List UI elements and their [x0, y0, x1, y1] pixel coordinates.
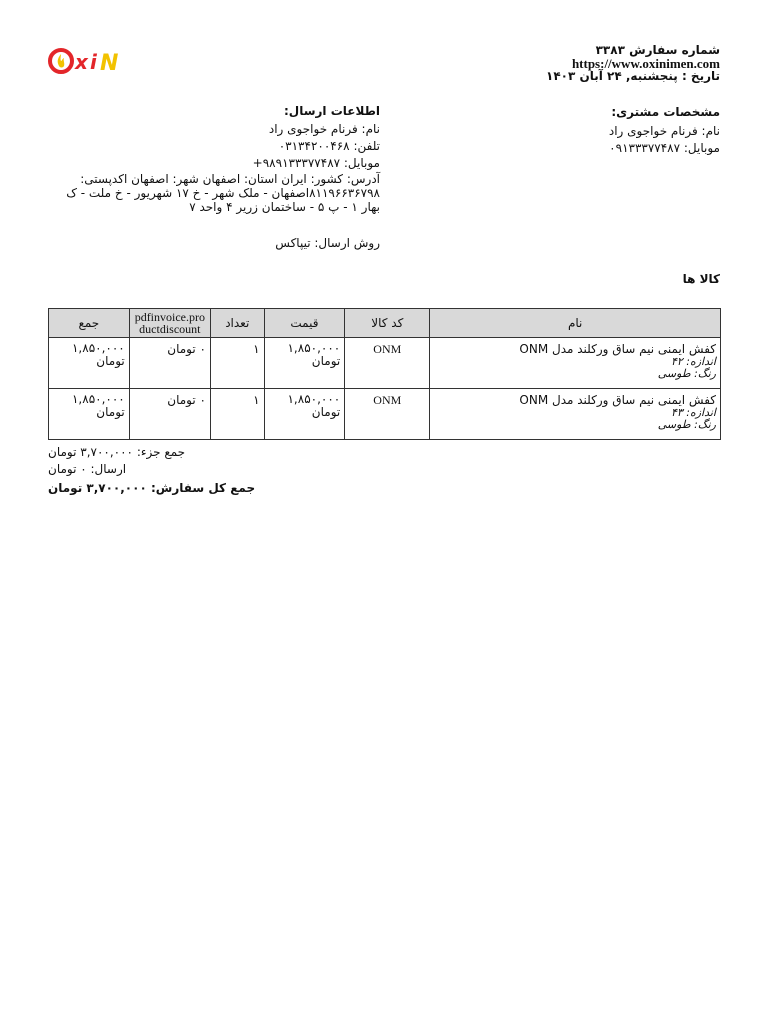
item-name: کفش ایمنی نیم ساق ورکلند مدل ONM: [519, 393, 716, 407]
site-url[interactable]: https://www.oxinimen.com: [571, 56, 720, 71]
customer-name: نام: فرنام خواجوی راد: [608, 124, 720, 138]
header-discount: pdfinvoice.productdiscount: [129, 309, 210, 338]
order-header: [546, 44, 720, 83]
svg-text:i: i: [90, 50, 97, 74]
customer-mobile: موبایل: ۰۹۱۳۳۳۷۷۴۸۷: [609, 141, 720, 155]
shipping-method: روش ارسال: تیپاکس: [275, 236, 380, 250]
items-title: کالا ها: [682, 272, 720, 286]
item-size: اندازه: ۴۲: [670, 355, 716, 368]
item-total: ۱,۸۵۰,۰۰۰ تومان: [49, 338, 130, 389]
item-color: رنگ: طوسی: [657, 418, 716, 431]
item-discount: ۰ تومان: [129, 338, 210, 389]
header-qty: تعداد: [210, 309, 264, 338]
item-discount: ۰ تومان: [129, 389, 210, 440]
table-row: [49, 389, 721, 440]
shipping-mobile: موبایل: ۹۸۹۱۳۳۳۷۷۴۸۷+: [252, 156, 380, 170]
item-size: اندازه: ۴۳: [670, 406, 716, 419]
shipping-name: نام: فرنام خواجوی راد: [268, 122, 380, 136]
item-price: ۱,۸۵۰,۰۰۰ تومان: [264, 338, 345, 389]
header-total: جمع: [49, 309, 130, 338]
items-table: [48, 308, 721, 440]
shipping-phone: تلفن: ۰۳۱۳۴۲۰۰۴۶۸: [278, 139, 380, 153]
item-code: ONM: [345, 389, 430, 440]
shipping-info: [50, 104, 380, 251]
item-name-cell: [430, 338, 721, 389]
oxin-logo-icon: [48, 46, 136, 76]
item-name: کفش ایمنی نیم ساق ورکلند مدل ONM: [519, 342, 716, 356]
table-row: [49, 338, 721, 389]
svg-text:N: N: [100, 51, 119, 76]
svg-text:x: x: [75, 50, 88, 74]
shipping-cost: ارسال: ۰ تومان: [48, 462, 127, 476]
subtotal: جمع جزء: ۳,۷۰۰,۰۰۰ تومان: [48, 445, 186, 459]
item-price: ۱,۸۵۰,۰۰۰ تومان: [264, 389, 345, 440]
header-code: کد کالا: [345, 309, 430, 338]
header-name: نام: [430, 309, 721, 338]
order-number: شماره سفارش ۳۳۸۳: [595, 43, 720, 57]
order-date: تاریخ : پنجشنبه, ۲۴ آبان ۱۴۰۳: [546, 69, 720, 83]
brand-logo: [48, 46, 136, 76]
item-total: ۱,۸۵۰,۰۰۰ تومان: [49, 389, 130, 440]
shipping-title: اطلاعات ارسال:: [283, 104, 380, 118]
order-totals: [48, 444, 255, 497]
item-name-cell: [430, 389, 721, 440]
item-color: رنگ: طوسی: [657, 367, 716, 380]
customer-info: [520, 104, 720, 157]
item-code: ONM: [345, 338, 430, 389]
customer-title: مشخصات مشتری:: [611, 105, 720, 119]
shipping-address-line1: آدرس: کشور: ایران استان: اصفهان شهر: اصفهان اکدپستی:: [80, 172, 380, 186]
table-header-row: [49, 309, 721, 338]
shipping-address-line2: ۸۱۱۹۶۶۳۶۷۹۸اصفهان - ملک شهر - خ ۱۷ شهریور - خ ملت - ک: [66, 186, 380, 200]
grand-total: جمع کل سفارش: ۳,۷۰۰,۰۰۰ تومان: [48, 481, 256, 495]
shipping-address-line3: بهار ۱ - پ ۵ - ساختمان زریر ۴ واحد ۷: [189, 200, 380, 214]
header-price: قیمت: [264, 309, 345, 338]
item-qty: ۱: [210, 338, 264, 389]
item-qty: ۱: [210, 389, 264, 440]
